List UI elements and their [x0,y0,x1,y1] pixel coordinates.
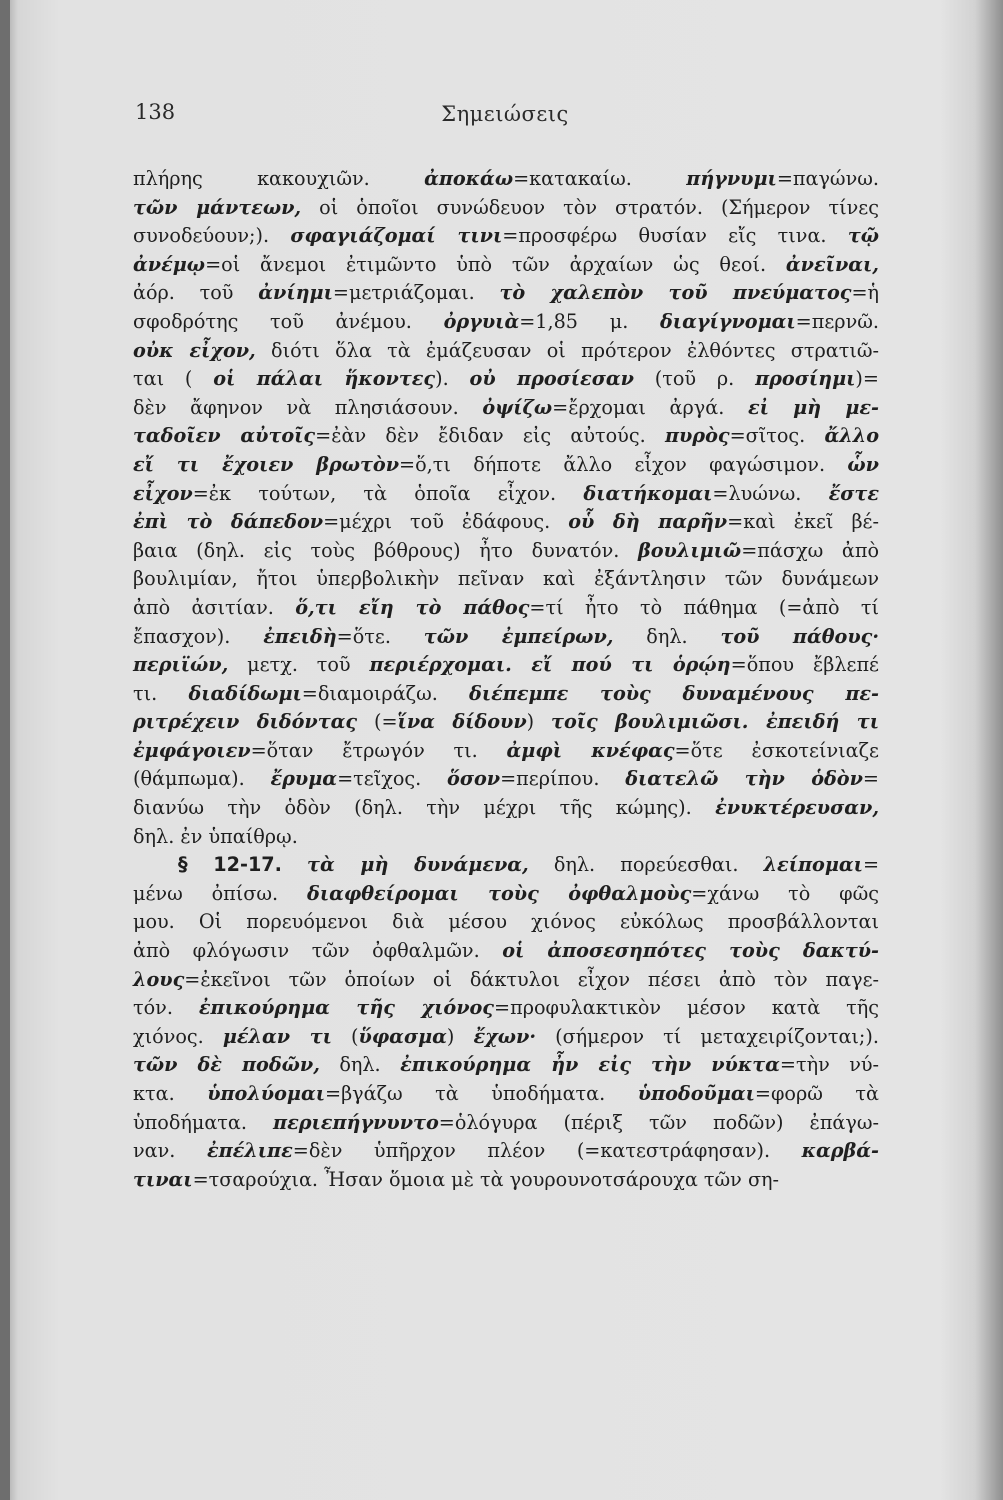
gloss-text: ναν. [133,1139,207,1163]
book-spine-shadow [0,0,10,1500]
term-headword: ἀμφὶ κνέφας [506,738,675,762]
term-headword: ἀποκάω [424,167,514,190]
gloss-text: πλήρης κακουχιῶν. [133,167,425,190]
gloss-text: =ὅτε ἐσκοτείνιαζε [674,738,879,762]
term-headword: οἱ πάλαι ἥκοντες [213,367,436,391]
term-headword: διατήκομαι [583,481,713,505]
text-line [133,651,879,680]
gloss-text: ται ( [133,367,214,391]
term-headword: ἀνεῖναι, [785,252,879,276]
gloss-text: =δὲν ὑπῆρχον πλέον (=κατεστράφησαν). [292,1139,802,1163]
gloss-text: = [862,767,879,791]
term-headword: ὅσον [447,767,501,791]
text-line [133,1023,879,1052]
gloss-text: ). [435,367,470,391]
text-line [133,365,879,394]
text-line [133,565,879,594]
gloss-text: =προφυλακτικὸν μέσον κατὰ τῆς [494,996,880,1020]
term-headword: ἐπέλιπε [206,1139,293,1163]
gloss-text: =ἐκεῖνοι τῶν ὁποίων οἱ δάκτυλοι εἶχον πέσει ἀπὸ τὸν παγε- [184,967,879,991]
term-headword: ἄλλο [824,424,880,448]
gloss-text: βουλιμίαν, ἤτοι ὑπερβολικὴν πεῖναν καὶ ἐξάντλησιν τῶν δυνάμεων [133,567,879,591]
text-line [133,451,879,480]
gloss-text: =καὶ ἐκεῖ βέ- [727,510,879,534]
text-line [133,508,879,537]
gloss-text: =ἔρχομαι ἀργά. [552,395,748,419]
term-headword: ὧν [847,452,879,476]
gloss-text: σφοδρότης τοῦ ἀνέμου. [133,309,444,333]
gloss-text: δηλ. πορεύεσθαι. [528,853,764,877]
term-headword: πυρὸς [664,424,730,448]
gloss-text: =τεῖχος. [337,767,448,791]
gloss-text: ὑποδήματα. [133,1110,274,1134]
gloss-text: (θάμπωμα). [133,767,271,791]
term-headword: μέλαν τι [222,1024,332,1048]
term-headword: ἐνυκτέρευσαν, [715,796,879,820]
gloss-text: βαια (δηλ. εἰς τοὺς βόθρους) ἦτο δυνατόν. [133,538,639,562]
term-headword: ὑποδοῦμαι [637,1082,755,1105]
running-title: Σημειώσεις [441,102,569,126]
gloss-text: =περνῶ. [795,309,879,333]
gloss-text: =ὁλόγυρα (πέριξ τῶν ποδῶν) ἐπάγω- [438,1110,879,1134]
gloss-text: =1,85 μ. [519,309,660,333]
term-headword: προσίημι [755,367,856,391]
term-headword: οὐ προσίεσαν [469,367,634,391]
gloss-text: = [862,853,880,877]
text-line [133,1137,879,1166]
gloss-text: =πάσχω ἀπὸ [741,538,880,562]
term-headword: πήγνυμι [686,167,777,190]
gloss-text: =ἐὰν δὲν ἔδιδαν εἰς αὐτούς. [315,424,665,448]
text-line [133,194,879,223]
term-headword: διαγίγνομαι [660,309,796,333]
gloss-text: μετχ. τοῦ [228,653,370,677]
text-line [133,851,879,880]
term-headword: ἐπικούρημα ἦν εἰς τὴν νύκτα [400,1053,780,1077]
gloss-text: =ὅτε. [336,624,424,648]
term-headword: ὕφασμα [358,1024,447,1048]
gloss-text: =μέχρι τοῦ ἐδάφους. [323,510,569,534]
term-headword: εἰ μὴ με- [747,395,879,419]
text-line [133,680,879,709]
term-headword: διαφθείρομαι τοὺς ὀφθαλμοὺς [307,881,692,905]
text-line [133,1109,879,1138]
gloss-text: μένω ὀπίσω. [133,881,308,905]
term-headword: τιναι [133,1167,193,1191]
term-headword: τῷ [847,224,879,248]
term-headword: περιέρχομαι. εἴ πού τι ὁρῴη [369,653,731,677]
term-headword: εἴ τι ἔχοιεν βρωτὸν [133,452,400,476]
term-headword: ἔχων· [473,1024,537,1048]
gloss-text: =τὴν νύ- [779,1053,880,1077]
term-headword: οἱ ἀποσεσηπότες τοὺς δακτύ- [502,939,880,963]
text-line [133,937,879,966]
term-headword: ἵνα δίδουν [397,710,527,734]
text-line [133,994,879,1023]
text-line [133,537,879,566]
gloss-text: =φορῶ τὰ [754,1082,879,1105]
text-line [133,594,879,623]
text-line [133,708,879,737]
term-headword: περιϊών, [133,653,229,677]
gloss-text: ἀόρ. τοῦ [133,281,259,305]
term-headword: τοῖς βουλιμιῶσι. ἐπειδή τι [551,710,880,734]
term-headword: λείπομαι [763,853,863,877]
text-line [133,1080,879,1109]
term-headword: καρβά- [801,1139,880,1163]
gloss-text: οἱ ὁποῖοι συνώδευον τὸν στρατόν. (Σήμερον τίνες [301,195,879,219]
text-line [133,337,879,366]
gloss-text: )= [855,367,879,391]
term-headword: ἔστε [828,481,880,505]
term-headword: βουλιμιῶ [638,538,742,562]
gloss-text: =διαμοιράζω. [301,681,470,705]
term-headword: σφαγιάζομαί τινι [290,224,503,248]
gloss-text: (τοῦ ρ. [633,367,756,391]
text-line [133,222,879,251]
term-headword: ἀνέμῳ [133,252,206,276]
gloss-text: ἀπὸ φλόγωσιν τῶν ὀφθαλμῶν. [133,939,503,963]
body-text [133,165,879,1194]
gloss-text: δηλ. [319,1053,401,1077]
gloss-text: =ὅπου ἔβλεπέ [730,653,879,677]
page-header [135,100,875,140]
gloss-text: =σῖτος. [729,424,825,448]
gloss-text: ) [446,1024,474,1048]
text-line [133,765,879,794]
gloss-text: =περίπου. [500,767,626,791]
term-headword: ριτρέχειν διδόντας [133,710,358,734]
gloss-text: =οἱ ἄνεμοι ἐτιμῶντο ὑπὸ τῶν ἀρχαίων ὡς θεοί. [205,252,786,276]
term-headword: ὀργυιὰ [443,309,520,333]
gloss-text [282,853,307,876]
term-headword: λους [133,967,185,991]
term-headword: τῶν μάντεων, [133,195,302,219]
text-line [133,794,879,823]
section-marker: § 12-17. [178,853,282,877]
gloss-text: (σήμερον τί μεταχειρίζονται;). [536,1024,879,1048]
text-line [133,251,879,280]
gloss-text: διότι ὅλα τὰ ἐμάζευσαν οἱ πρότερον ἐλθόντες στρατιῶ- [255,338,879,362]
text-line [133,308,879,337]
text-line [133,279,879,308]
gloss-text: τόν. [133,996,199,1020]
term-headword: τὸ χαλεπὸν τοῦ πνεύματος [499,281,852,305]
gloss-text: χιόνος. [133,1024,223,1048]
gloss-text: ἀπὸ ἀσιτίαν. [133,595,296,619]
term-headword: εἶχον [133,481,193,505]
gloss-text: =βγάζω τὰ ὑποδήματα. [325,1082,638,1105]
term-headword: ἀνίημι [258,281,333,305]
text-line [133,623,879,652]
term-headword: οὗ δὴ παρῆν [568,510,728,534]
gloss-text: =κατακαίω. [513,167,687,190]
gloss-text: τι. [133,681,189,705]
gloss-text: δηλ. [613,624,721,648]
gloss-text: διανύω τὴν ὁδὸν (δηλ. τὴν μέχρι τῆς κώμης). [133,796,716,820]
text-line [133,1051,879,1080]
text-line [133,880,879,909]
term-headword: ἐπικούρημα τῆς χιόνος [198,996,494,1020]
gloss-text: =παγώνω. [776,167,879,190]
term-headword: ὅ,τι εἴη τὸ πάθος [295,595,530,619]
term-headword: ἐμφάγοιεν [133,738,251,762]
text-line [133,394,879,423]
gloss-text: =λυώνω. [712,481,829,505]
gloss-text: =ὅ,τι δήποτε ἄλλο εἶχον φαγώσιμον. [399,452,848,476]
term-headword: ἐπειδὴ [263,624,337,648]
term-headword: τῶν ἐμπείρων, [423,624,614,648]
gloss-text: =προσφέρω θυσίαν εἴς τινα. [502,224,848,248]
gloss-text: ( [331,1024,359,1048]
term-headword: ὑπολύομαι [207,1082,326,1105]
gloss-text: δηλ. ἐν ὑπαίθρῳ. [133,824,298,848]
text-line [133,1166,879,1195]
gloss-text: =μετριάζομαι. [332,281,500,305]
gloss-text: =ὅταν ἔτρωγόν τι. [250,738,507,762]
gloss-text: =τί ἦτο τὸ πάθημα (=ἀπὸ τί [529,595,879,619]
gloss-text: συνοδεύουν;). [133,224,291,248]
term-headword: διατελῶ τὴν ὁδὸν [625,767,863,791]
gloss-text: (= [357,710,398,734]
text-line [133,823,879,852]
text-line [133,966,879,995]
gloss-text: =ἡ [851,281,880,305]
gloss-text: =χάνω τὸ φῶς [691,881,879,905]
term-headword: ἐπὶ τὸ δάπεδον [133,510,324,534]
gloss-text: ) [526,710,552,734]
term-headword: ἔρυμα [270,767,338,791]
text-line [133,908,879,937]
gloss-text: ἔπασχον). [133,624,264,648]
term-headword: διέπεμπε τοὺς δυναμένους πε- [469,681,879,705]
term-headword: ταδοῖεν αὐτοῖς [133,424,316,448]
term-headword: τῶν δὲ ποδῶν, [133,1053,320,1077]
term-headword: περιεπήγνυντο [273,1110,439,1134]
text-line [133,165,879,194]
page-number: 138 [135,100,176,124]
gloss-text: =τσαρούχια. Ἦσαν ὅμοια μὲ τὰ γουρουνοτσάρουχα τῶν ση- [192,1167,780,1191]
gloss-text: κτα. [133,1082,208,1105]
term-headword: οὐκ εἶχον, [133,338,256,362]
text-line [133,422,879,451]
term-headword: τοῦ πάθους· [720,624,879,648]
gloss-text: =ἐκ τούτων, τὰ ὁποῖα εἶχον. [192,481,584,505]
term-headword: τὰ μὴ δυνάμενα, [307,853,529,877]
gloss-text: μου. Οἱ πορευόμενοι διὰ μέσου χιόνος εὐκόλως προσβάλλονται [133,910,879,934]
term-headword: ὀψίζω [482,395,553,419]
text-line [133,737,879,766]
term-headword: διαδίδωμι [188,681,302,705]
gloss-text: δὲν ἄφηνον νὰ πλησιάσουν. [133,395,483,419]
text-line [133,480,879,509]
